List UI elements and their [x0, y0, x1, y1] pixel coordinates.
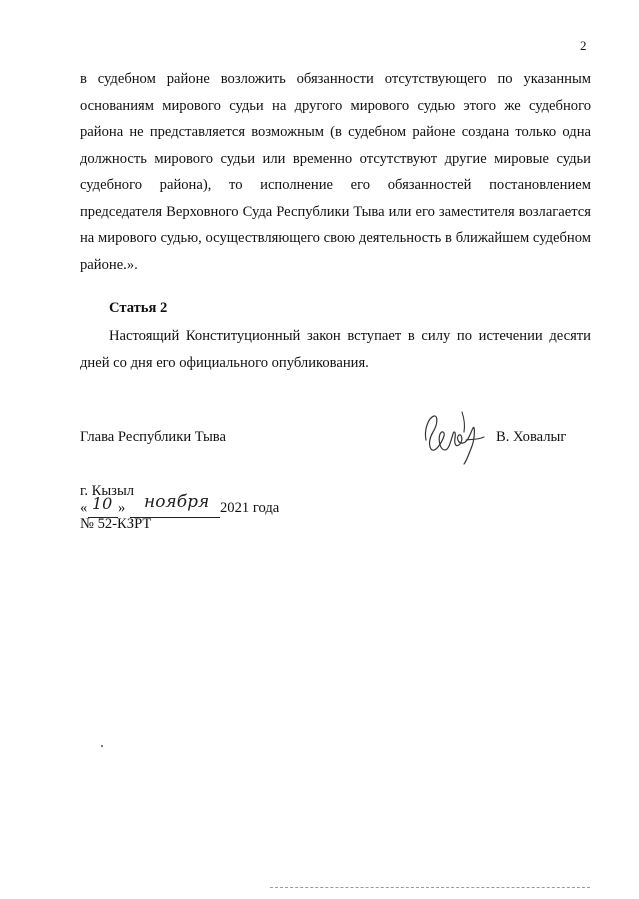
date-month-handwritten: ноября [144, 492, 210, 512]
article-title: Статья 2 [109, 300, 168, 316]
signer-title: Глава Республики Тыва [80, 429, 226, 445]
scan-dot [101, 745, 103, 747]
body-paragraph: в судебном районе возложить обязанности отсутствующего по указанным основаниям мирового судьи на другого мирового судью этого же судебного района не представляется возможным (в судебном районе создана только одна должность мирового судьи или временно отсутствуют другие мировые судьи судебного района), то исполнение его обязанностей постановлением председателя Верховного Суда Республики Тыва или его заместителя возлагается на мирового судью, осуществляющего свою деятельность в ближайшем судебном районе.». [80, 71, 591, 273]
handwritten-signature [418, 404, 488, 466]
signing-place: г. Кызыл [80, 483, 135, 499]
date-year: 2021 года [220, 500, 280, 516]
page-number: 2 [580, 38, 587, 53]
article-text: Настоящий Конституционный закон вступает в силу по истечении десяти дней со дня его официального опубликования. [80, 328, 591, 371]
date-close-quote: » [118, 500, 126, 516]
bottom-scan-rule [270, 887, 590, 888]
date-open-quote: « [80, 500, 88, 516]
signer-name: В. Ховалыг [496, 429, 567, 445]
law-number: № 52-КЗРТ [80, 516, 152, 532]
date-day-handwritten: 10 [92, 494, 113, 513]
